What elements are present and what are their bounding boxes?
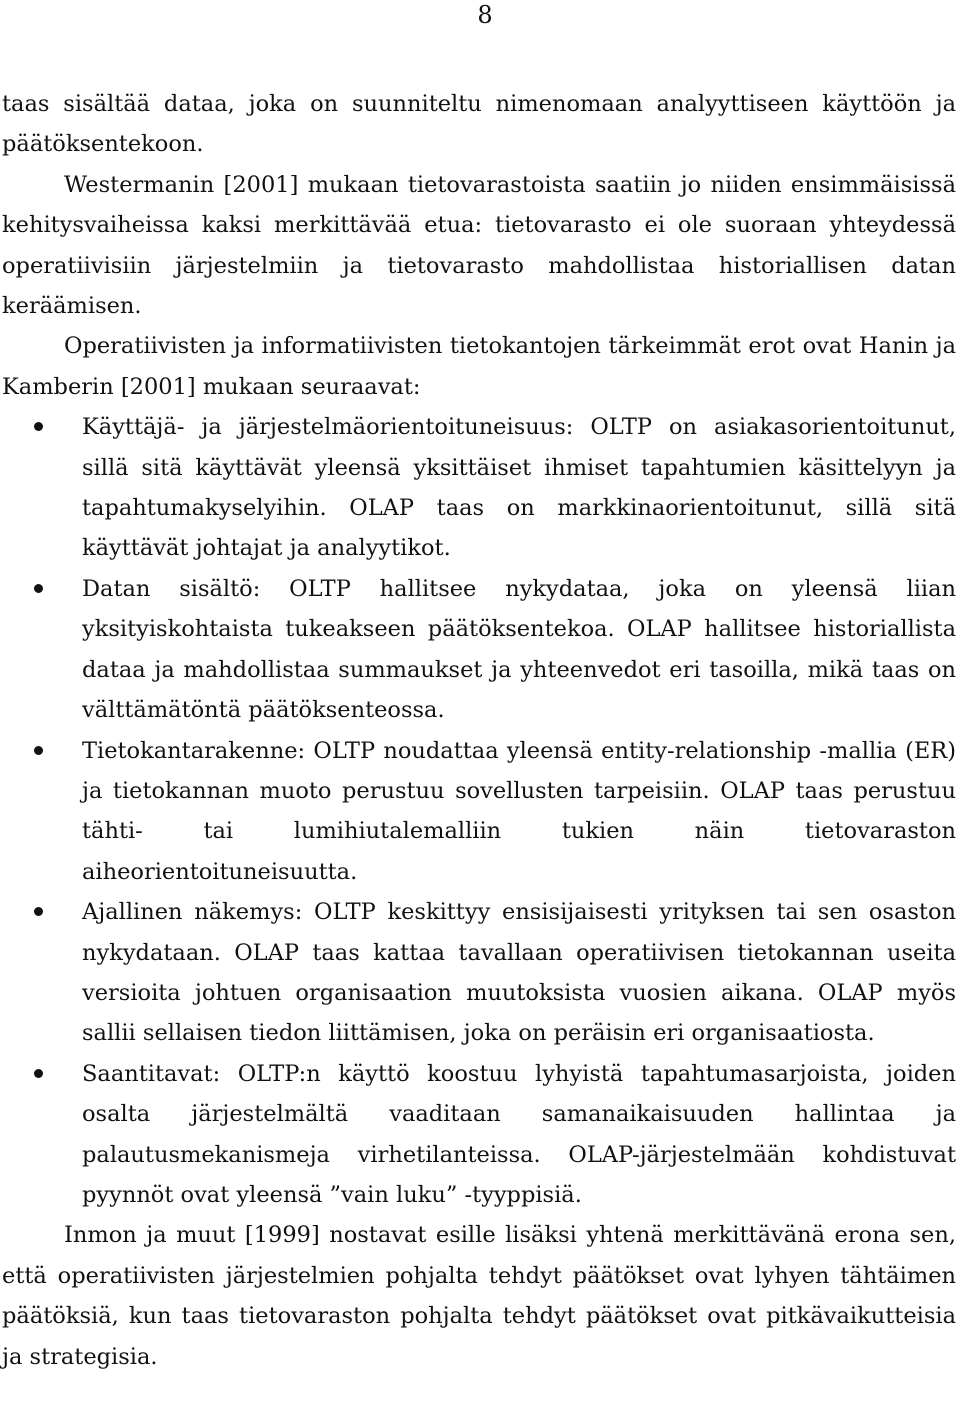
list-item bbox=[2, 407, 956, 569]
bullet-icon bbox=[34, 746, 43, 755]
paragraph-continuation: taas sisältää dataa, joka on suunniteltu nimenomaan analyyttiseen käyttöön ja päätöksentekoon. bbox=[2, 91, 956, 158]
differences-list bbox=[2, 407, 956, 1215]
bullet-icon bbox=[34, 1069, 43, 1078]
paragraph-inmon: Inmon ja muut [1999] nostavat esille lisäksi yhtenä merkittävänä erona sen, että operatiivisten järjestelmien pohjalta tehdyt päätökset ovat lyhyen tähtäimen päätöksiä, kun taas tietovaraston pohjalta tehdyt päätökset ovat pitkävaikutteisia ja strategisia. bbox=[2, 1222, 956, 1370]
list-item-text: Datan sisältö: OLTP hallitsee nykydataa, joka on yleensä liian yksityiskohtaista tukeakseen päätöksentekoa. OLAP hallitsee historiallista dataa ja mahdollistaa summaukset ja yhteenvedot eri tasoilla, mikä taas on välttämätöntä päätöksenteossa. bbox=[82, 575, 956, 724]
paragraph-westerman: Westermanin [2001] mukaan tietovarastoista saatiin jo niiden ensimmäisissä kehitysvaiheissa kaksi merkittävää etua: tietovarasto ei ole suoraan yhteydessä operatiivisiin järjestelmiin ja tietovarasto mahdollistaa historiallisen datan keräämisen. bbox=[2, 171, 956, 320]
document-body bbox=[2, 84, 956, 1377]
list-item bbox=[2, 569, 956, 731]
list-item bbox=[2, 731, 956, 893]
page-number: 8 bbox=[477, 1, 493, 29]
list-item bbox=[2, 892, 956, 1054]
bullet-icon bbox=[34, 584, 43, 593]
list-item-text: Saantitavat: OLTP:n käyttö koostuu lyhyistä tapahtumasarjoista, joiden osalta järjestelmältä vaaditaan samanaikaisuuden hallintaa ja palautusmekanismeja virhetilanteissa. OLAP-järjestelmään kohdistuvat pyynnöt ovat yleensä ”vain luku” -tyyppisiä. bbox=[82, 1060, 956, 1208]
list-item-text: Ajallinen näkemys: OLTP keskittyy ensisijaisesti yrityksen tai sen osaston nykydataan. OLAP taas kattaa tavallaan operatiivisen tietokannan useita versioita johtuen organisaation muutoksista vuosien aikana. OLAP myös sallii sellaisen tiedon liittämisen, joka on peräisin eri organisaatiosta. bbox=[82, 899, 956, 1047]
list-item-text: Käyttäjä- ja järjestelmäorientoituneisuus: OLTP on asiakasorientoitunut, sillä sitä käyttävät yleensä yksittäiset ihmiset tapahtumien käsittelyyn ja tapahtumakyselyihin. OLAP taas on markkinaorientoitunut, sillä sitä käyttävät johtajat ja analyytikot. bbox=[82, 414, 956, 562]
list-item bbox=[2, 1054, 956, 1216]
list-item-text: Tietokantarakenne: OLTP noudattaa yleensä entity-relationship -mallia (ER) ja tietokannan muoto perustuu sovellusten tarpeisiin. OLAP taas perustuu tähti- tai lumihiutalemalliin tukien näin tietovaraston aiheorientoituneisuutta. bbox=[82, 737, 956, 885]
bullet-icon bbox=[34, 907, 43, 916]
paragraph-differences-intro: Operatiivisten ja informatiivisten tietokantojen tärkeimmät erot ovat Hanin ja Kamberin [2001] mukaan seuraavat: bbox=[2, 333, 956, 400]
bullet-icon bbox=[34, 422, 43, 431]
